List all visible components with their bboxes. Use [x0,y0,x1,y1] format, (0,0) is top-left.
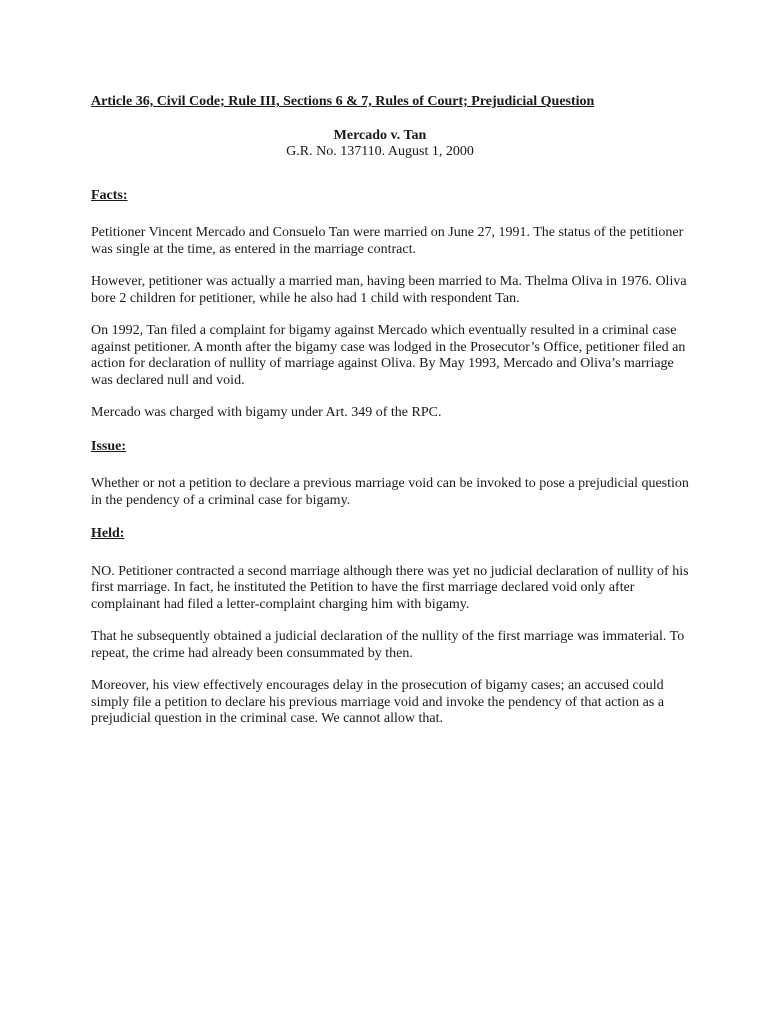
facts-paragraph: Petitioner Vincent Mercado and Consuelo Tan were married on June 27, 1991. The status of the petitioner was single at the time, as entered in the marriage contract. [91,225,684,257]
issue-label: Issue: [91,438,127,454]
document-body [91,94,691,728]
held-paragraph: That he subsequently obtained a judicial declaration of the nullity of the first marriage was immaterial. To repeat, the crime had already been consummated by then. [91,629,685,661]
facts-label: Facts: [91,187,128,203]
held-label: Held: [91,526,125,541]
facts-paragraph: On 1992, Tan filed a complaint for bigamy against Mercado which eventually resulted in a criminal case against petitioner. A month after the bigamy case was lodged in the Prosecutor’s Office, petitioner filed an action for declaration of nullity of marriage against Oliva. By May 1993, Mercado and Oliva’s marriage was declared null and void. [91,323,686,388]
issue-paragraph: Whether or not a petition to declare a previous marriage void can be invoked to pose a prejudicial question in the pendency of a criminal case for bigamy. [91,476,689,508]
facts-paragraph: However, petitioner was actually a married man, having been married to Ma. Thelma Oliva in 1976. Oliva bore 2 children for petitioner, while he also had 1 child with respondent Tan. [91,274,687,306]
held-paragraph: NO. Petitioner contracted a second marriage although there was yet no judicial declaration of nullity of his first marriage. In fact, he instituted the Petition to have the first marriage declared void only after complainant had filed a letter-complaint charging him with bigamy. [91,563,689,612]
case-title: Mercado v. Tan [333,127,427,143]
case-citation: G.R. No. 137110. August 1, 2000 [286,144,474,159]
held-paragraph: Moreover, his view effectively encourages delay in the prosecution of bigamy cases; an accused could simply file a petition to declare his previous marriage void and invoke the pendency of that action as a prejudicial question in the criminal case. We cannot allow that. [91,678,665,726]
facts-paragraph: Mercado was charged with bigamy under Art. 349 of the RPC. [91,405,442,420]
document-heading: Article 36, Civil Code; Rule III, Sections 6 & 7, Rules of Court; Prejudicial Question [91,94,595,109]
case-header [91,128,669,161]
